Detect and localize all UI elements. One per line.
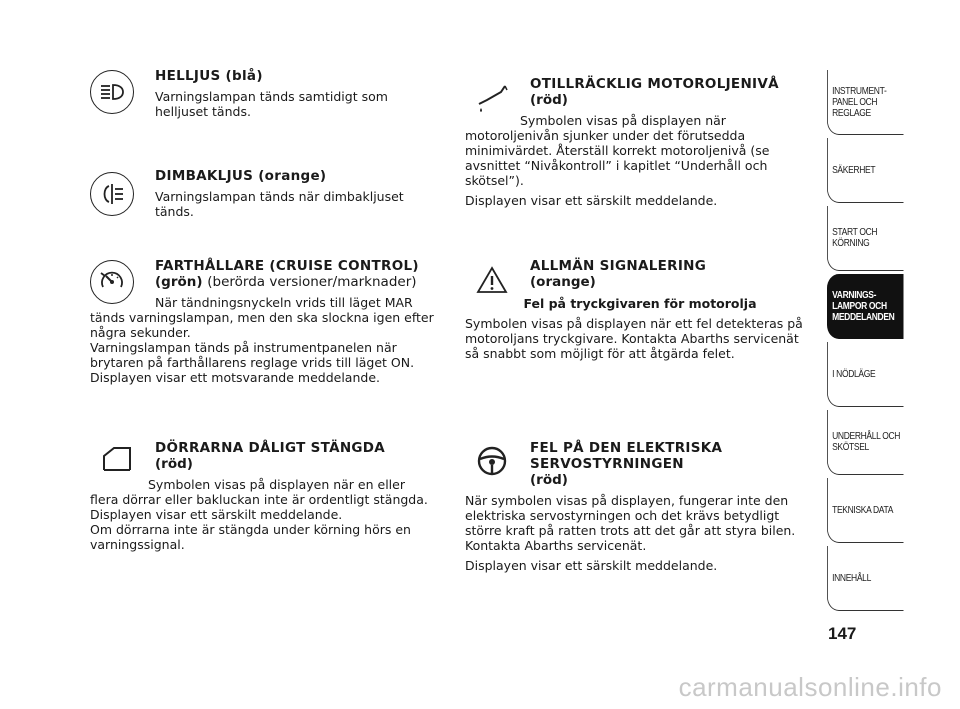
steering-wheel-icon [475, 444, 509, 478]
general-warning-text: Symbolen visas på displayen när ett fel detekteras på motoroljans tryckgivare. Kontakta Abarths servicenät så snabbt som möjligt för att åtgärda felet. [465, 316, 803, 361]
right-column [465, 76, 815, 573]
oil-level-text-1: Symbolen visas på displayen när motoroljenivån sjunker under det förutsedda minimivärdet. Återställ korrekt motoroljenivå (se avsnittet “Nivåkontroll” i kapitlet “Underhåll och skötsel”). [465, 113, 770, 188]
rear-fog-light-icon [90, 172, 134, 216]
high-beam-title: HELLJUS (blå) [155, 68, 263, 84]
entry-general-warning [465, 258, 815, 440]
doors-qualifier: (röd) [155, 456, 193, 472]
oil-level-text-2: Displayen visar ett särskilt meddelande. [465, 193, 718, 208]
entry-cruise-control [90, 258, 435, 440]
cruise-text-2: Varningslampan tänds på instrumentpanelen när brytaren på farthållarens reglage vrids till läget ON. [90, 340, 415, 370]
oil-level-qualifier: (röd) [530, 92, 568, 108]
doors-text-1: Symbolen visas på displayen när en eller flera dörrar eller bakluckan inte är ordentligt stängda. [90, 477, 428, 507]
tab-emergency[interactable]: I NÖDLÄGE [827, 342, 904, 407]
power-steering-qualifier: (röd) [530, 472, 568, 488]
entry-power-steering [465, 440, 815, 573]
entry-high-beam [90, 68, 435, 168]
power-steering-text-1: När symbolen visas på displayen, fungerar inte den elektriska servostyrningen och det krävs betydligt större kraft på ratten trots att det går att styra bilen. Kontakta Abarths servicenät. [465, 493, 796, 553]
tab-safety[interactable]: SÄKERHET [827, 138, 904, 203]
page-number: 147 [828, 624, 857, 643]
cruise-qualifier: (grön) (berörda versioner/marknader) [155, 274, 417, 290]
oil-level-title: OTILLRÄCKLIG MOTOROLJENIVÅ [530, 76, 779, 92]
tab-instrument-panel[interactable]: INSTRUMENT-PANEL OCH REGLAGE [827, 70, 904, 135]
cruise-control-icon [90, 260, 134, 304]
entry-oil-level [465, 76, 815, 258]
cruise-text-1: När tändningsnyckeln vrids till läget MAR tänds varningslampan, men den ska slockna igen efter några sekunder. [90, 295, 434, 340]
cruise-title: FARTHÅLLARE (CRUISE CONTROL) [155, 258, 419, 274]
tab-starting-driving[interactable]: START OCH KÖRNING [827, 206, 904, 271]
section-tabs [827, 70, 917, 614]
tab-contents[interactable]: INNEHÅLL [827, 546, 904, 611]
high-beam-icon [90, 70, 134, 114]
entry-doors [90, 440, 435, 552]
watermark: carmanualsonline.info [678, 672, 942, 702]
doors-text-2: Displayen visar ett särskilt meddelande. [90, 507, 343, 522]
entry-rear-fog [90, 168, 435, 258]
general-warning-subtitle: Fel på tryckgivaren för motorolja [523, 296, 757, 311]
rear-fog-title: DIMBAKLJUS (orange) [155, 168, 327, 184]
tab-technical-data[interactable]: TEKNISKA DATA [827, 478, 904, 543]
general-warning-title: ALLMÄN SIGNALERING [530, 258, 707, 274]
general-warning-qualifier: (orange) [530, 274, 596, 290]
cruise-text-3: Displayen visar ett motsvarande meddelande. [90, 370, 380, 385]
rear-fog-text: Varningslampan tänds när dimbakljuset tänds. [155, 189, 404, 219]
doors-title: DÖRRARNA DÅLIGT STÄNGDA [155, 440, 386, 456]
door-open-icon [100, 444, 134, 478]
warning-triangle-icon [475, 264, 509, 298]
power-steering-text-2: Displayen visar ett särskilt meddelande. [465, 558, 718, 573]
doors-text-3: Om dörrarna inte är stängda under körning hörs en varningssignal. [90, 522, 411, 552]
oil-level-icon [475, 80, 509, 114]
power-steering-title: FEL PÅ DEN ELEKTRISKA SERVOSTYRNINGEN [530, 440, 723, 472]
high-beam-text: Varningslampan tänds samtidigt som helljuset tänds. [155, 89, 388, 119]
left-column [90, 68, 435, 552]
tab-warning-lights[interactable]: VARNINGS-LAMPOR OCH MEDDELANDEN [827, 274, 904, 339]
tab-maintenance[interactable]: UNDERHÅLL OCH SKÖTSEL [827, 410, 904, 475]
